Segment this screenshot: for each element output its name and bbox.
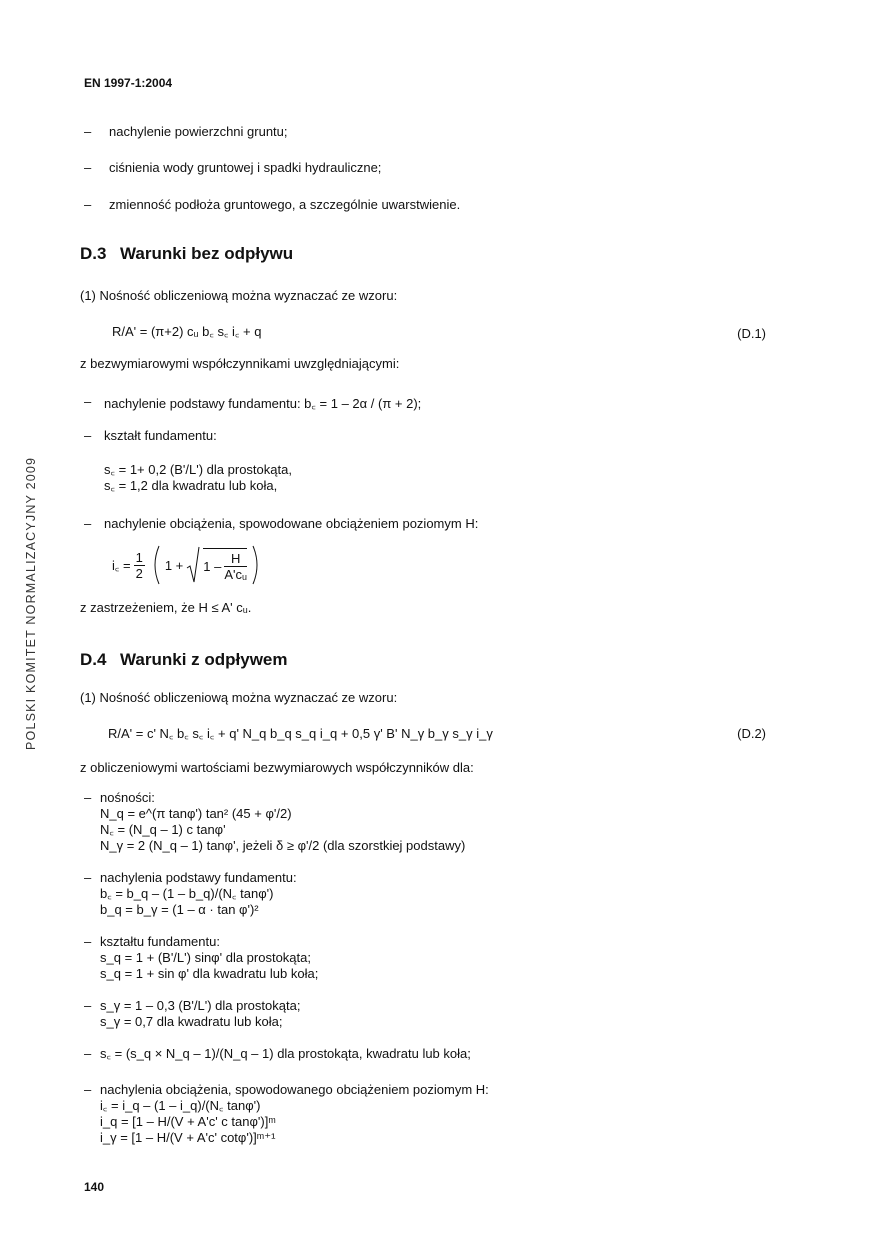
group-head: s_γ = 1 – 0,3 (B'/L') dla prostokąta; [100,998,301,1013]
list-item: ciśnienia wody gruntowej i spadki hydrauliczne; [109,160,382,175]
factor-group [100,1082,489,1146]
list-item: nachylenie obciążenia, spowodowane obciążeniem poziomym H: [104,516,479,531]
section-number: D.4 [80,650,107,669]
bullet-dash: – [84,934,92,949]
paragraph: z bezwymiarowymi współczynnikami uwzględniającymi: [80,356,400,371]
paragraph: (1) Nośność obliczeniową można wyznaczać ze wzoru: [80,690,398,705]
factor-group [100,790,465,854]
formula-line: s꜀ = 1+ 0,2 (B'/L') dla prostokąta, [104,462,292,477]
section-heading-d4 [80,650,288,670]
list-item: zmienność podłoża gruntowego, a szczególnie uwarstwienie. [109,197,461,212]
list-item: nachylenie powierzchni gruntu; [109,124,288,139]
sqrt-sign-shape [186,544,200,586]
paragraph: (1) Nośność obliczeniową można wyznaczać ze wzoru: [80,288,398,303]
formula-line: i_γ = [1 – H/(V + A'c' cotφ')]ᵐ⁺¹ [100,1130,276,1145]
ic-formula [112,544,264,586]
bullet-dash: – [84,394,92,409]
formula-line: b_q = b_γ = (1 – α · tan φ')² [100,902,259,917]
paragraph: z zastrzeżeniem, że H ≤ A' cᵤ. [80,600,252,615]
bullet-dash: – [84,197,92,212]
denominator: A'cᵤ [224,567,247,582]
bullet-dash: – [84,428,92,443]
factor-group [100,870,297,918]
factor-group [100,998,300,1030]
list-item: kształt fundamentu: [104,428,217,443]
left-paren-shape [148,544,162,586]
numerator: 1 [135,549,143,565]
side-watermark-text: POLSKI KOMITET NORMALIZACYJNY 2009 [24,456,38,750]
equation-number: (D.1) [737,326,766,341]
formula-line: s_q = 1 + (B'/L') sinφ' dla prostokąta; [100,950,311,965]
factor-group [100,934,318,982]
document-header: EN 1997-1:2004 [84,76,173,90]
formula-line: s꜀ = 1,2 dla kwadratu lub koła, [104,478,278,493]
formula-line: i_q = [1 – H/(V + A'c' c tanφ')]ᵐ [100,1114,276,1129]
sqrt-content [203,548,247,582]
bullet-dash: – [84,1046,92,1061]
section-title: Warunki z odpływem [120,650,288,669]
bullet-dash: – [84,998,92,1013]
numerator: H [224,551,247,567]
list-item: nachylenie podstawy fundamentu: b꜀ = 1 – 2α / (π + 2); [104,396,422,411]
formula-line: N_γ = 2 (N_q – 1) tanφ', jeżeli δ ≥ φ'/2 (dla szorstkiej podstawy) [100,838,466,853]
equation-d2: R/A' = c' N꜀ b꜀ s꜀ i꜀ + q' N_q b_q s_q i_q + 0,5 γ' B' N_γ b_γ s_γ i_γ [108,726,493,741]
right-paren-shape [250,544,264,586]
paragraph: z obliczeniowymi wartościami bezwymiarowych współczynników dla: [80,760,474,775]
factor-group [100,1046,471,1062]
formula-term: 1 + [164,557,184,573]
formula-line: s_γ = 0,7 dla kwadratu lub koła; [100,1014,283,1029]
formula-line: i꜀ = i_q – (1 – i_q)/(N꜀ tanφ') [100,1098,261,1113]
equation-d1: R/A' = (π+2) cᵤ b꜀ s꜀ i꜀ + q [112,324,262,339]
formula-line: N_q = e^(π tanφ') tan² (45 + φ'/2) [100,806,292,821]
formula-line: s_q = 1 + sin φ' dla kwadratu lub koła; [100,966,319,981]
group-head: nachylenia obciążenia, spowodowanego obciążeniem poziomym H: [100,1082,489,1097]
equation-number: (D.2) [737,726,766,741]
group-head: nachylenia podstawy fundamentu: [100,870,297,885]
group-head: nośności: [100,790,155,805]
section-title: Warunki bez odpływu [120,244,294,263]
bullet-dash: – [84,160,92,175]
group-head: s꜀ = (s_q × N_q – 1)/(N_q – 1) dla prostokąta, kwadratu lub koła; [100,1046,471,1061]
bullet-dash: – [84,870,92,885]
group-head: kształtu fundamentu: [100,934,220,949]
formula-line: b꜀ = b_q – (1 – b_q)/(N꜀ tanφ') [100,886,274,901]
bullet-dash: – [84,1082,92,1097]
section-heading-d3 [80,244,293,264]
formula-term: 1 – [203,559,222,574]
bullet-dash: – [84,516,92,531]
fraction-half [134,550,145,581]
denominator: 2 [135,565,143,581]
fraction-h [224,551,247,582]
formula-lines [104,462,292,494]
bullet-dash: – [84,790,92,805]
formula-line: N꜀ = (N_q – 1) c tanφ' [100,822,226,837]
section-number: D.3 [80,244,107,263]
page-number: 140 [84,1180,105,1194]
formula-lhs: i꜀ = [112,558,131,573]
bullet-dash: – [84,124,92,139]
